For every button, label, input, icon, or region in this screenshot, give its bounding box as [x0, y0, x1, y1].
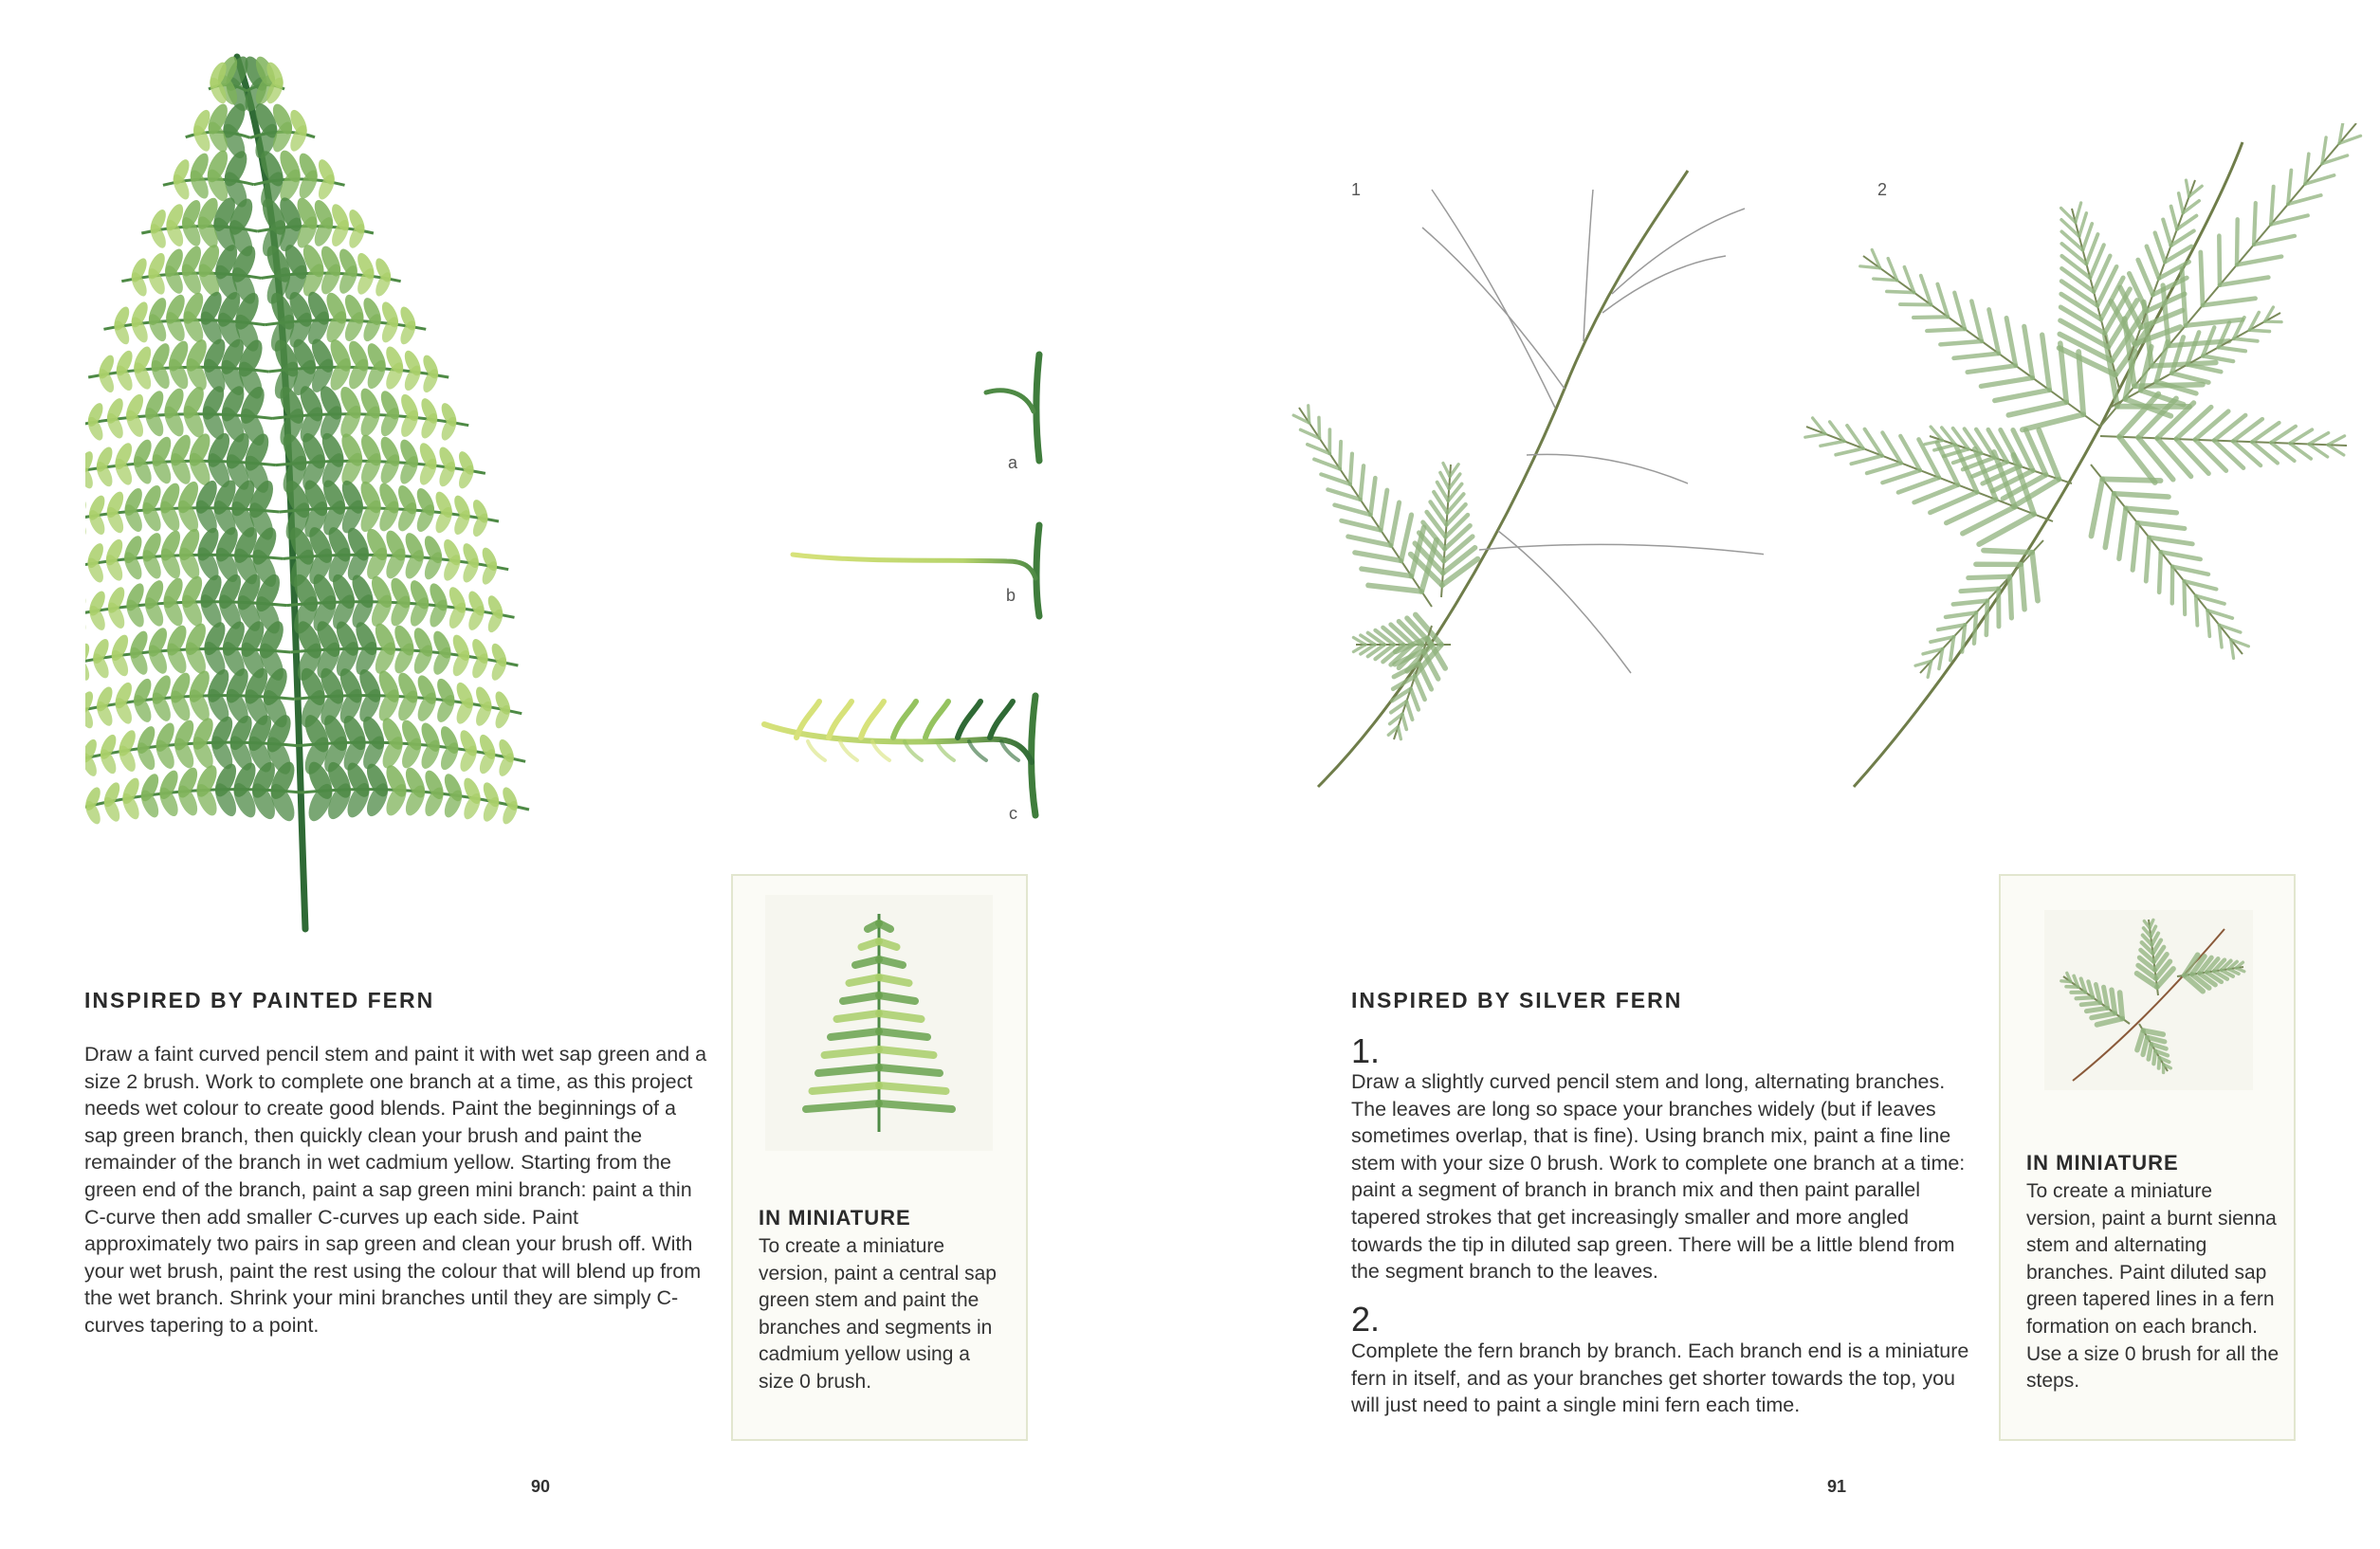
stage-2-label: 2: [1877, 180, 1888, 199]
miniature-title-left: IN MINIATURE: [759, 1206, 911, 1230]
page-number-right: 91: [1827, 1477, 1847, 1496]
painted-fern-illustration: [85, 47, 702, 939]
branch-step-b-illustration: [787, 521, 1053, 626]
step-c-label: c: [1009, 804, 1017, 823]
miniature-thumbnail-right: [2044, 910, 2253, 1090]
page-number-left: 90: [531, 1477, 551, 1496]
step-2-text: Complete the fern branch by branch. Each branch end is a miniature fern in itself, and as your branches get shorter towards the top, you will just need to paint a single mini fern each time.: [1351, 1339, 1969, 1417]
miniature-thumbnail-left: [765, 895, 993, 1151]
step-1-number: 1.: [1351, 1031, 1381, 1070]
miniature-title-right: IN MINIATURE: [2026, 1151, 2179, 1175]
section-heading-painted-fern: INSPIRED BY PAINTED FERN: [84, 988, 435, 1012]
step-a-label: a: [1008, 453, 1018, 472]
miniature-text-left: To create a miniature version, paint a central sap green stem and paint the branches and segments in cadmium yellow using a size 0 brush.: [759, 1235, 997, 1393]
step-2-number: 2.: [1351, 1300, 1381, 1339]
painted-fern-instructions: Draw a faint curved pencil stem and paint it with wet sap green and a size 2 brush. Work to complete one branch at a time, as this project needs wet colour to create good blends. Paint the beginnings of a sap green branch, then quickly clean your brush and paint the remainder of the branch in wet cadmium yellow. Starting from the green end of the branch, paint a sap green mini branch: paint a thin C-curve then add smaller C-curves up each side. Paint approximately two pairs in sap green and clean your brush off. With your wet brush, paint the rest using the colour that will blend up from the wet branch. Shrink your mini branches until they are simply C-curves tapering to a point.: [84, 1043, 707, 1337]
section-heading-silver-fern: INSPIRED BY SILVER FERN: [1351, 988, 1683, 1012]
in-miniature-box-right: [1999, 874, 2296, 1441]
step-1-text: Draw a slightly curved pencil stem and long, alternating branches. The leaves are long so space your branches widely (but if leaves sometimes overlap, that is fine). Using branch mix, paint a fine line stem with your size 0 brush. Work to complete one branch at a time: paint a segment of branch in branch mix and then paint parallel tapered strokes that get increasingly smaller and more angled towards the tip in diluted sap green. There will be a little blend from the segment branch to the leaves.: [1351, 1070, 1966, 1284]
miniature-text-right: To create a miniature version, paint a burnt sienna stem and alternating branches. Paint diluted sap green tapered lines in a fern formation on each branch. Use a size 0 brush for all the steps.: [2026, 1180, 2279, 1393]
branch-step-a-illustration: [977, 351, 1053, 465]
stage-1-label: 1: [1351, 180, 1362, 199]
silver-fern-stage-1-illustration: [1290, 152, 1764, 806]
step-b-label: b: [1006, 586, 1016, 605]
in-miniature-box-left: [731, 874, 1028, 1441]
silver-fern-stage-2-illustration: [1787, 123, 2375, 815]
right-page: [1190, 0, 2380, 1549]
